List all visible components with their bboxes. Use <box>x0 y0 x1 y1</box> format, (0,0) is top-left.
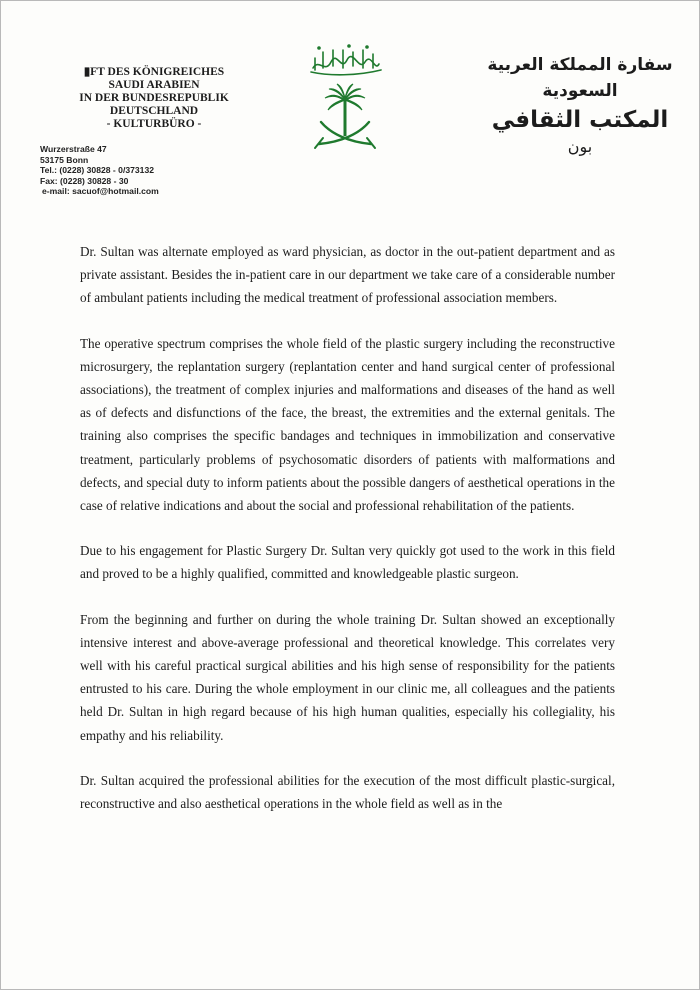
palm-tree <box>325 84 365 136</box>
saudi-emblem-icon <box>305 38 385 153</box>
address-street: Wurzerstraße 47 <box>40 144 107 154</box>
address-tel: Tel.: (0228) 30828 - 0/373132 <box>40 165 155 176</box>
arabic-embassy-line: سفارة المملكة العربية السعودية <box>487 55 673 101</box>
letterhead-line: SAUDI ARABIEN <box>108 79 200 91</box>
letterhead-arabic <box>480 52 680 158</box>
letterhead-german <box>34 66 274 131</box>
letterhead-line: IN DER BUNDESREPUBLIK <box>79 92 229 104</box>
body-paragraph: Dr. Sultan was alternate employed as ward physician, as doctor in the out-patient department and as private assistant. Besides the in-patient care in our department we take care of a considerable number of ambulant patients including the medical treatment of professional association members. <box>80 244 615 306</box>
letter-body <box>80 240 615 815</box>
arabic-city-line: بون <box>567 137 593 156</box>
address-block <box>40 144 260 197</box>
arabic-office-line: المكتب الثقافي <box>491 107 669 133</box>
address-email: e-mail: sacuof@hotmail.com <box>42 186 159 197</box>
letterhead-line: - KULTURBÜRO - <box>106 118 202 130</box>
shahada-calligraphy <box>311 45 381 75</box>
address-city: 53175 Bonn <box>40 154 89 165</box>
letterhead-line: DEUTSCHLAND <box>109 105 199 117</box>
body-paragraph: Dr. Sultan acquired the professional abilities for the execution of the most difficult plastic-surgical, reconstructive and also aesthetical operations in the whole field as well as in the <box>80 772 615 812</box>
body-paragraph: From the beginning and further on during the whole training Dr. Sultan showed an exceptionally intensive interest and above-average professional and theoretical knowledge. This correlates very well with his careful practical surgical abilities and his high sense of responsibility for the patients entrusted to his care. During the whole employment in our clinic me, all colleagues and the patients held Dr. Sultan in high regard because of his high human qualities, especially his collegiality, his empathy and his reliability. <box>80 611 615 743</box>
address-fax: Fax: (0228) 30828 - 30 <box>40 175 129 186</box>
letterhead-line: ▮FT DES KÖNIGREICHES <box>83 66 225 78</box>
body-paragraph: The operative spectrum comprises the whole field of the plastic surgery including the reconstructive microsurgery, the replantation surgery (replantation center and hand surgical center of professional associations), the treatment of complex injuries and malformations and diseases of the hand as well as of defects and disfunctions of the face, the breast, the extremities and the external genitals. The training also comprises the specific bandages and techniques in immobilization and conservative treatment, particularly problems of psychosomatic disorders of patients with malformations and defects, and special duty to inform patients about the possible dangers of aesthetical operations in the case of relative indications and about the social and professional rehabilitation of the patients. <box>80 335 615 514</box>
body-paragraph: Due to his engagement for Plastic Surgery Dr. Sultan very quickly got used to the work in this field and proved to be a highly qualified, committed and knowledgeable plastic surgeon. <box>80 543 615 582</box>
